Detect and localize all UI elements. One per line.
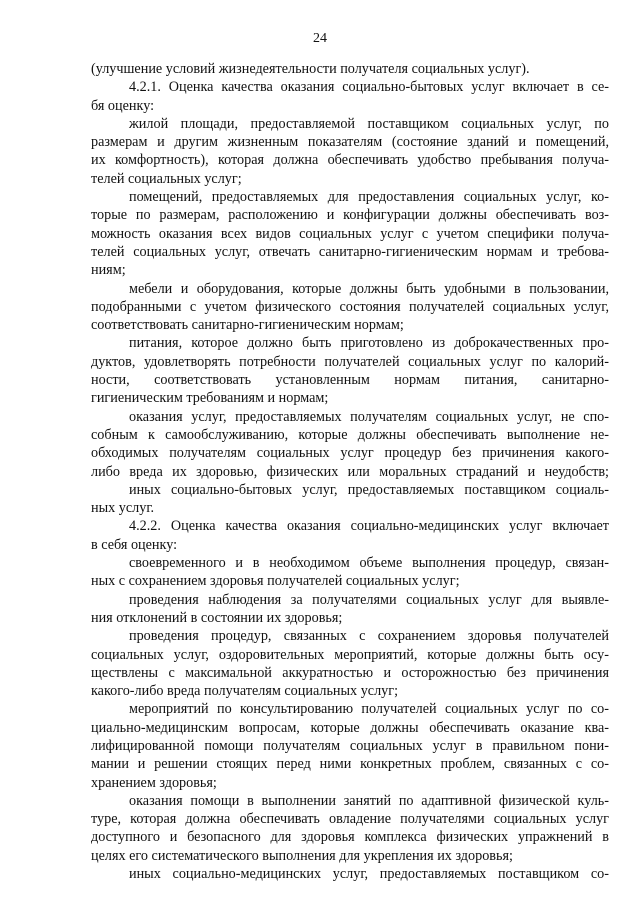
text-line: проведения процедур, связанных с сохранением здоровья получателей <box>129 628 609 645</box>
text-line: либо вреда их здоровью, физических или моральных страданий и неудобств; <box>91 463 609 480</box>
text-line: собным к самообслуживанию, которые должны обеспечивать выполнение не- <box>91 426 609 443</box>
text-line: иных социально-медицинских услуг, предоставляемых поставщиком со- <box>129 866 609 883</box>
text-line: лифицированной помощи получателям социальных услуг в правильном пони- <box>91 737 609 754</box>
text-line: их комфортность), которая должна обеспечивать удобство пребывания получа- <box>91 152 609 169</box>
text-line: какого-либо вреда получателям социальных услуг; <box>91 683 399 700</box>
text-line: ных с сохранением здоровья получателей социальных услуг; <box>91 573 460 590</box>
text-line: помещений, предоставляемых для предоставления социальных услуг, ко- <box>129 189 609 206</box>
text-line: питания, которое должно быть приготовлено из доброкачественных про- <box>129 335 609 352</box>
text-line: гигиеническим требованиям и нормам; <box>91 390 329 407</box>
text-line: своевременного и в необходимом объеме выполнения процедур, связан- <box>129 555 609 572</box>
text-line: в себя оценку: <box>91 536 178 553</box>
text-line: обходимых получателям социальных услуг процедур без причинения какого- <box>91 445 609 462</box>
text-line: хранением здоровья; <box>91 774 217 791</box>
text-line: туре, которая должна обеспечивать овладение получателями социальных услуг <box>91 811 609 828</box>
text-line: 4.2.1. Оценка качества оказания социально-бытовых услуг включает в се- <box>129 79 609 96</box>
text-line: мании и решении стоящих перед ними конкретных проблем, связанных с со- <box>91 756 609 773</box>
text-line: ния отклонений в состоянии их здоровья; <box>91 609 343 626</box>
text-line: социальных услуг, оздоровительных мероприятий, которые должны быть осу- <box>91 646 609 663</box>
text-line: размерам и другим жизненным показателям (состояние зданий и помещений, <box>91 134 609 151</box>
text-line: циально-медицинским вопросам, которые должны обеспечивать оказание ква- <box>91 719 609 736</box>
document-body <box>91 60 609 883</box>
text-line: доступного и безопасного для здоровья комплекса физических упражнений в <box>91 829 609 846</box>
text-line: иных социально-бытовых услуг, предоставляемых поставщиком социаль- <box>129 481 609 498</box>
text-line: дуктов, удовлетворять потребности получателей социальных услуг по калорий- <box>91 353 609 370</box>
text-line: телей социальных услуг; <box>91 170 242 187</box>
text-line: можность оказания всех видов социальных услуг с учетом специфики получа- <box>91 225 609 242</box>
text-line: соответствовать санитарно-гигиеническим нормам; <box>91 317 404 334</box>
page-number: 24 <box>313 31 327 46</box>
text-line: оказания услуг, предоставляемых получателям социальных услуг, не спо- <box>129 408 609 425</box>
text-line: бя оценку: <box>91 97 155 114</box>
text-line: мебели и оборудования, которые должны быть удобными в пользовании, <box>129 280 609 297</box>
text-line: оказания помощи в выполнении занятий по адаптивной физической куль- <box>129 792 609 809</box>
text-line: подобранными с учетом физического состояния получателей социальных услуг, <box>91 298 609 315</box>
text-line: (улучшение условий жизнедеятельности получателя социальных услуг). <box>91 61 530 77</box>
text-line: целях его систематического выполнения для укрепления их здоровья; <box>91 847 513 864</box>
text-line: ных услуг. <box>91 500 155 517</box>
text-line: ности, соответствовать установленным нормам питания, санитарно- <box>91 372 609 389</box>
text-line: мероприятий по консультированию получателей социальных услуг по со- <box>129 701 609 718</box>
text-line: жилой площади, предоставляемой поставщиком социальных услуг, по <box>129 115 609 132</box>
text-line: торые по размерам, расположению и конфигурации должны обеспечивать воз- <box>91 207 609 224</box>
text-line: 4.2.2. Оценка качества оказания социально-медицинских услуг включает <box>129 518 609 535</box>
text-line: ниям; <box>91 262 126 279</box>
text-line: проведения наблюдения за получателями социальных услуг для выявле- <box>129 591 609 608</box>
text-line: телей социальных услуг, отвечать санитарно-гигиеническим нормам и требова- <box>91 243 609 260</box>
text-line: ществлены с максимальной аккуратностью и осторожностью без причинения <box>91 664 609 681</box>
